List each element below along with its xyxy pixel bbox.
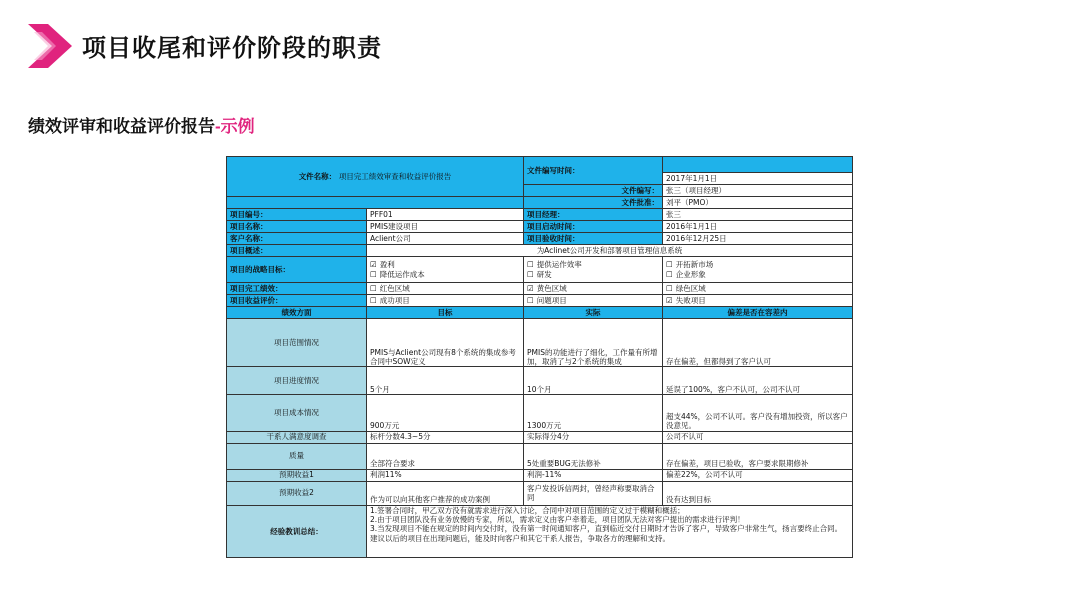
benefit-item: ☑ 失败项目 [663, 295, 853, 307]
checkbox-icon: ☑ [527, 284, 534, 294]
deviation-cell: 超支44%，公司不认可。客户没有增加投资，所以客户没意见。 [663, 395, 853, 431]
actual-cell: 5处重要BUG无法修补 [524, 443, 663, 469]
table-row [227, 431, 853, 443]
checkbox-icon: ☐ [666, 270, 673, 280]
col-header-target: 目标 [367, 307, 524, 319]
client-label: 客户名称： [227, 233, 367, 245]
start-value: 2016年1月1日 [663, 221, 853, 233]
goal-item: ☐ 研发 [527, 270, 552, 280]
goal-item: ☐ 提供运作效率 [527, 259, 582, 269]
report-table [226, 156, 853, 558]
table-row [227, 443, 853, 469]
project-name-label: 项目名称： [227, 221, 367, 233]
checkbox-icon: ☐ [527, 270, 534, 280]
subtitle-accent: -示例 [215, 117, 255, 136]
start-label: 项目启动时间： [524, 221, 663, 233]
target-cell: 全部符合要求 [367, 443, 524, 469]
approval-value: 刘平（PMO） [663, 197, 853, 209]
col-header-aspect: 绩效方面 [227, 307, 367, 319]
overview-value: 为Aclinet公司开发和部署项目管理信息系统 [367, 245, 853, 257]
subtitle-main: 绩效评审和收益评价报告 [28, 117, 215, 136]
actual-cell: 10个月 [524, 367, 663, 395]
lessons-cell [367, 505, 853, 557]
written-time-spacer [663, 157, 853, 173]
aspect-cell: 项目范围情况 [227, 319, 367, 367]
approval-spacer [227, 197, 524, 209]
target-cell: 作为可以向其他客户推荐的成功案例 [367, 481, 524, 505]
target-cell: 900万元 [367, 395, 524, 431]
col-header-deviation: 偏差是否在容差内 [663, 307, 853, 319]
goal-item: ☑ 盈利 [370, 259, 395, 269]
section-subtitle [28, 112, 255, 137]
target-cell: 标杆分数4.3~5分 [367, 431, 524, 443]
actual-cell: 客户发投诉信两封，曾经声称要取消合同 [524, 481, 663, 505]
table-row [227, 319, 853, 367]
deviation-cell: 没有达到目标 [663, 481, 853, 505]
lesson-item: 1.签署合同时，甲乙双方没有就需求进行深入讨论，合同中对项目范围的定义过于模糊和概括； [370, 505, 685, 515]
deviation-cell: 存在偏差，但都得到了客户认可 [663, 319, 853, 367]
project-no-label: 项目编号： [227, 209, 367, 221]
table-row [227, 481, 853, 505]
aspect-cell: 干系人满意度调查 [227, 431, 367, 443]
aspect-cell: 项目进度情况 [227, 367, 367, 395]
accept-label: 项目验收时间： [524, 233, 663, 245]
checkbox-icon: ☐ [666, 259, 673, 269]
benefit-item: ☐ 成功项目 [367, 295, 524, 307]
deviation-cell: 公司不认可 [663, 431, 853, 443]
checkbox-icon: ☐ [370, 296, 377, 306]
actual-cell: 实际得分4分 [524, 431, 663, 443]
client-value: Aclient公司 [367, 233, 524, 245]
lesson-item: 3.当发现项目不能在规定的时间内交付时，没有第一时间通知客户，直到临近交付日期时才告诉了客户，导致客户非常生气，扬言要终止合同。建议以后的项目在出现问题后，能及时向客户和其它干系人报告，争取各方的理解和支持。 [370, 524, 843, 543]
checkbox-icon: ☑ [370, 259, 377, 269]
written-time-value: 2017年1月1日 [663, 173, 853, 185]
checkbox-icon: ☐ [666, 284, 673, 294]
aspect-cell: 预期收益1 [227, 469, 367, 481]
aspect-cell: 预期收益2 [227, 481, 367, 505]
deviation-cell: 存在偏差，项目已验收，客户要求限期修补 [663, 443, 853, 469]
goal-item: ☐ 企业形象 [666, 270, 706, 280]
target-cell: PMIS与Aclient公司现有8个系统的集成参考合同中SOW定义 [367, 319, 524, 367]
checkbox-icon: ☑ [666, 296, 673, 306]
benefit-label: 项目收益评价： [227, 295, 367, 307]
deviation-cell: 延误了100%，客户不认可，公司不认可 [663, 367, 853, 395]
table-row [227, 469, 853, 481]
aspect-cell: 质量 [227, 443, 367, 469]
completion-item: ☐ 红色区域 [367, 283, 524, 295]
goal-item: ☐ 开拓新市场 [666, 259, 714, 269]
goal-item: ☐ 降低运作成本 [370, 270, 425, 280]
project-name-value: PMIS建设项目 [367, 221, 524, 233]
completion-item: ☑ 黄色区域 [524, 283, 663, 295]
written-time-label: 文件编写时间： [524, 157, 663, 185]
actual-cell: 1300万元 [524, 395, 663, 431]
actual-cell: 利润-11% [524, 469, 663, 481]
pm-value: 张三 [663, 209, 853, 221]
aspect-cell: 项目成本情况 [227, 395, 367, 431]
overview-label: 项目概述： [227, 245, 367, 257]
author-value: 张三（项目经理） [663, 185, 853, 197]
target-cell: 利润11% [367, 469, 524, 481]
goals-col-1 [367, 257, 524, 283]
goals-col-3 [663, 257, 853, 283]
doc-name-value: 项目完工绩效审查和收益评价报告 [338, 171, 452, 181]
completion-item: ☐ 绿色区域 [663, 283, 853, 295]
project-no-value: PFF01 [367, 209, 524, 221]
author-label: 文件编写： [524, 185, 663, 197]
checkbox-icon: ☐ [370, 284, 377, 294]
checkbox-icon: ☐ [370, 270, 377, 280]
pm-label: 项目经理： [524, 209, 663, 221]
approval-label: 文件批准： [524, 197, 663, 209]
lesson-item: 2.由于项目团队没有业务放慢的专家，所以，需求定义由客户牵着走，项目团队无法对客户提出的需求进行评判！ [370, 515, 745, 525]
completion-label: 项目完工绩效： [227, 283, 367, 295]
benefit-item: ☐ 问题项目 [524, 295, 663, 307]
target-cell: 5个月 [367, 367, 524, 395]
accept-value: 2016年12月25日 [663, 233, 853, 245]
goals-col-2 [524, 257, 663, 283]
actual-cell: PMIS的功能进行了细化，工作量有所增加，取消了与2个系统的集成 [524, 319, 663, 367]
doc-name-label: 文件名称： [298, 171, 337, 181]
table-row [227, 367, 853, 395]
deviation-cell: 偏差22%，公司不认可 [663, 469, 853, 481]
lessons-label: 经验教训总结： [227, 505, 367, 557]
goals-label: 项目的战略目标： [227, 257, 367, 283]
doc-name-cell [227, 157, 524, 197]
checkbox-icon: ☐ [527, 296, 534, 306]
chevron-logo-icon [28, 24, 74, 68]
checkbox-icon: ☐ [527, 259, 534, 269]
page-title: 项目收尾和评价阶段的职责 [82, 35, 382, 62]
table-row [227, 395, 853, 431]
col-header-actual: 实际 [524, 307, 663, 319]
